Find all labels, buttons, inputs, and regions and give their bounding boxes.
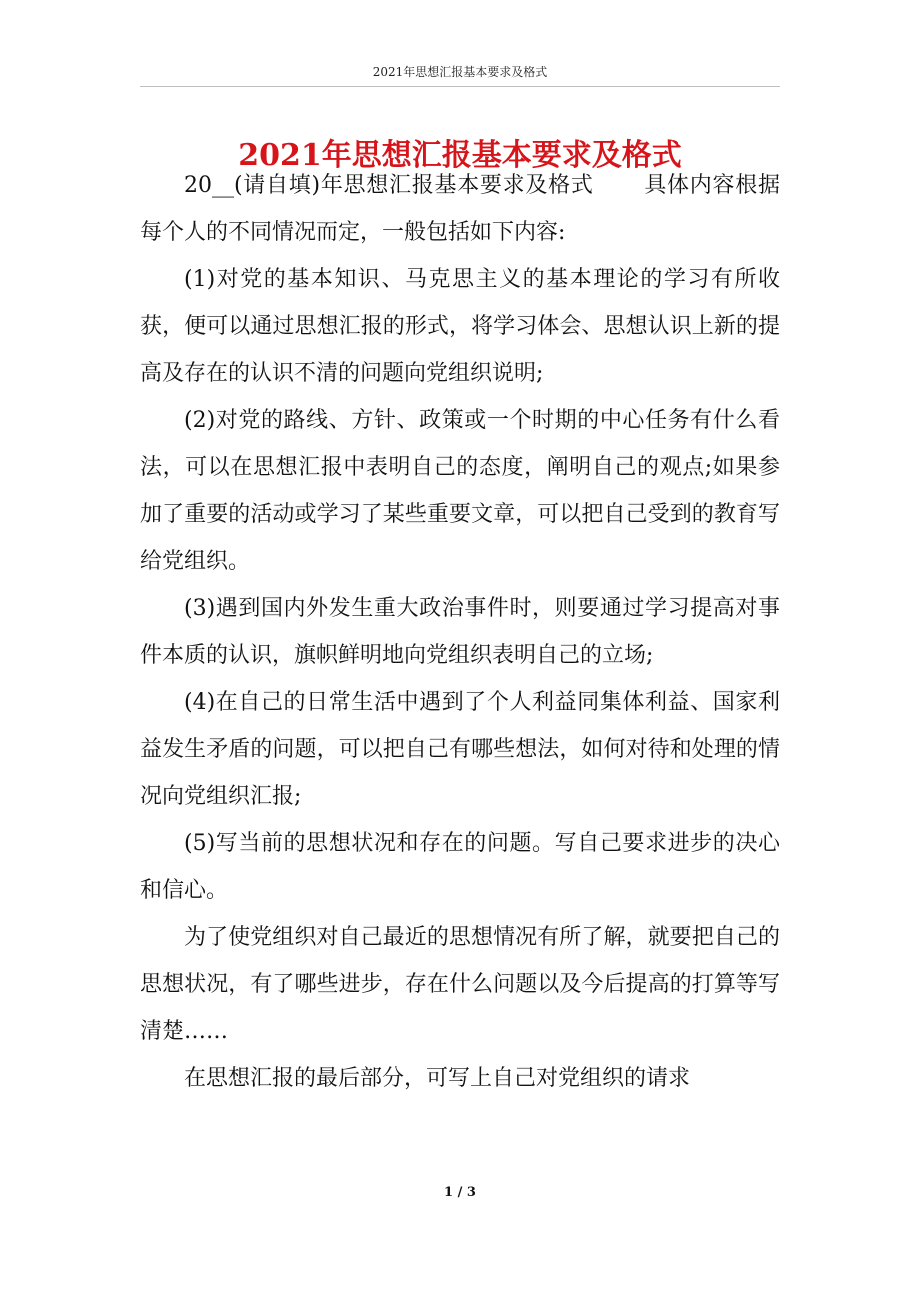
intro-paragraph [140, 162, 780, 256]
paragraph-5: (5)写当前的思想状况和存在的问题。写自己要求进步的决心和信心。 [140, 831, 780, 903]
document-title: 2021年思想汇报基本要求及格式 [238, 138, 682, 174]
running-header: 2021年思想汇报基本要求及格式 [372, 65, 548, 79]
document-body [140, 162, 780, 1102]
paragraph-7: 在思想汇报的最后部分，可写上自己对党组织的请求 [184, 1066, 691, 1091]
intro-text-part2: 具体内容根据每个人的不同情况而定，一般包括如下内容: [140, 173, 780, 245]
page-number: 1 / 3 [444, 1185, 476, 1200]
header-divider [140, 86, 780, 87]
paragraph-2: (2)对党的路线、方针、政策或一个时期的中心任务有什么看法，可以在思想汇报中表明自己的态度，阐明自己的观点;如果参加了重要的活动或学习了某些重要文章，可以把自己受到的教育写给党组织。 [140, 408, 780, 574]
paragraph-6: 为了使党组织对自己最近的思想情况有所了解，就要把自己的思想状况，有了哪些进步，存在什么问题以及今后提高的打算等写清楚…… [140, 925, 780, 1044]
paragraph-1: (1)对党的基本知识、马克思主义的基本理论的学习有所收获，便可以通过思想汇报的形式，将学习体会、思想认识上新的提高及存在的认识不清的问题向党组织说明; [140, 267, 780, 386]
paragraph-3: (3)遇到国内外发生重大政治事件时，则要通过学习提高对事件本质的认识，旗帜鲜明地向党组织表明自己的立场; [140, 596, 780, 668]
intro-text-part1: 20__(请自填)年思想汇报基本要求及格式 [184, 173, 594, 198]
paragraph-4: (4)在自己的日常生活中遇到了个人利益同集体利益、国家利益发生矛盾的问题，可以把自己有哪些想法，如何对待和处理的情况向党组织汇报; [140, 690, 780, 809]
